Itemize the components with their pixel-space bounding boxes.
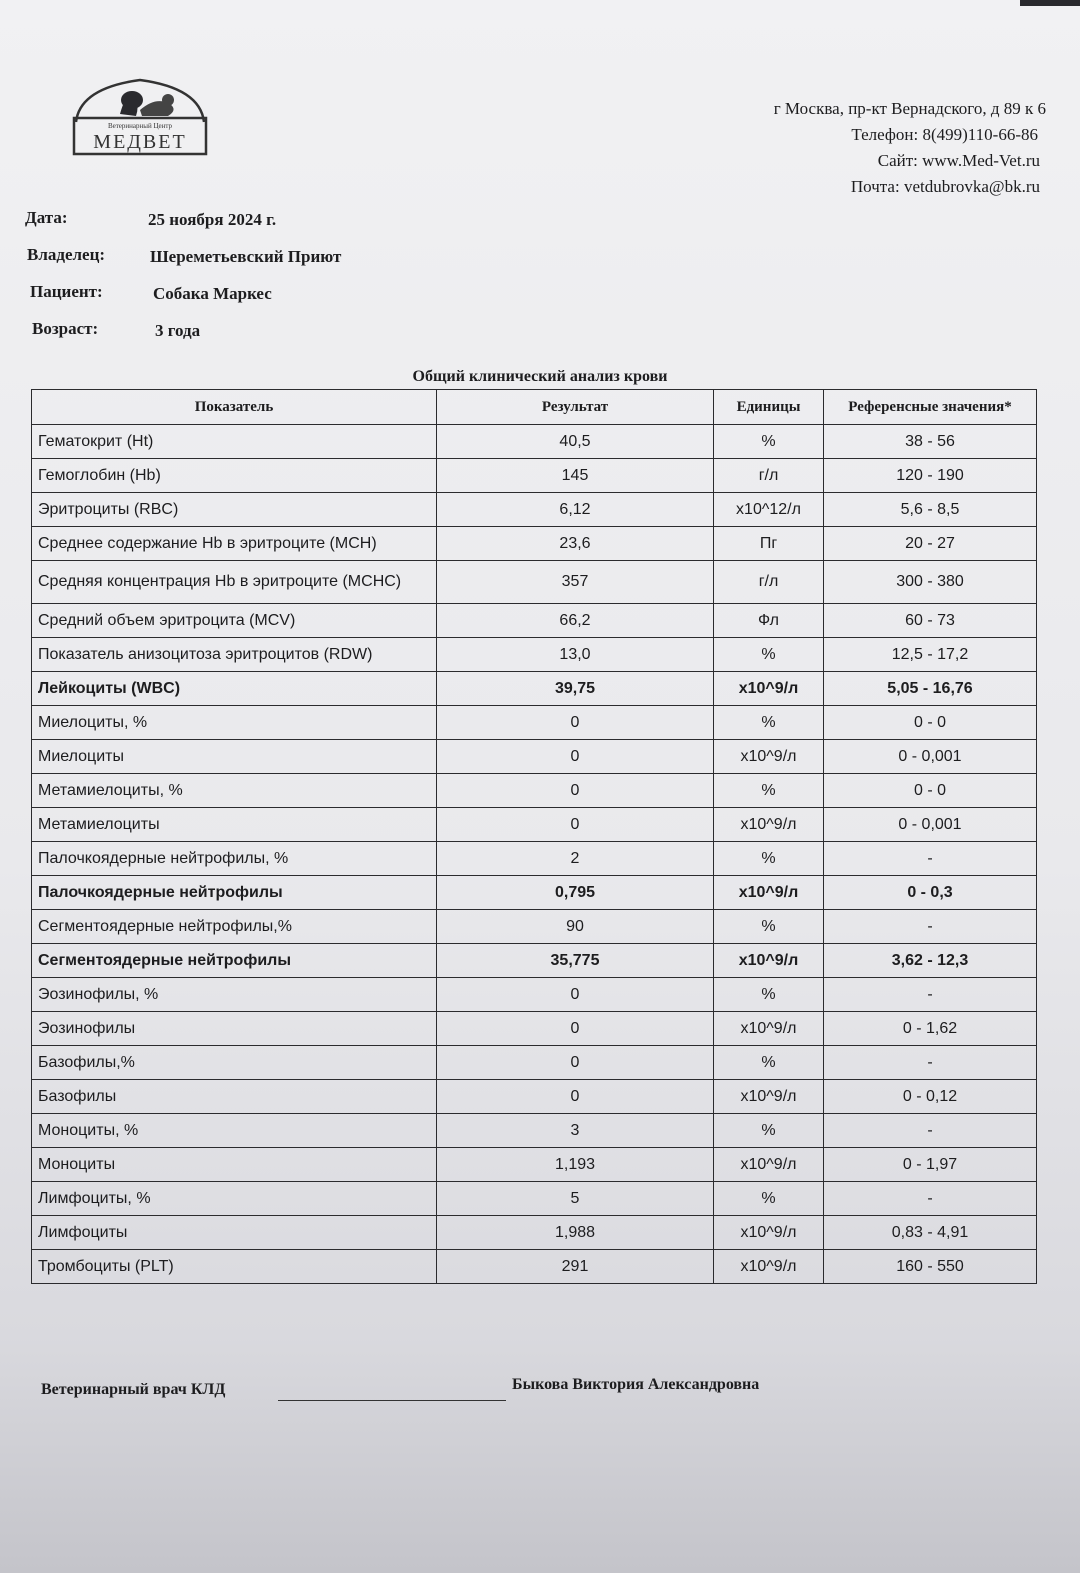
table-row (32, 1046, 1037, 1080)
cell-reference: 120 - 190 (824, 459, 1037, 493)
cell-reference: - (824, 1114, 1037, 1148)
cell-reference: 5,6 - 8,5 (824, 493, 1037, 527)
cell-result: 90 (437, 910, 714, 944)
cell-units: x10^9/л (714, 1148, 824, 1182)
cell-units: % (714, 978, 824, 1012)
cell-result: 0 (437, 774, 714, 808)
cell-indicator: Лейкоциты (WBC) (32, 672, 437, 706)
table-row (32, 774, 1037, 808)
cell-units: Пг (714, 527, 824, 561)
cell-indicator: Эозинофилы (32, 1012, 437, 1046)
cell-reference: - (824, 1182, 1037, 1216)
cell-indicator: Палочкоядерные нейтрофилы, % (32, 842, 437, 876)
cell-result: 291 (437, 1250, 714, 1284)
cell-result: 40,5 (437, 425, 714, 459)
cell-result: 0 (437, 1012, 714, 1046)
clinic-contacts (774, 96, 1046, 200)
cell-result: 1,193 (437, 1148, 714, 1182)
cell-units: x10^9/л (714, 944, 824, 978)
cell-reference: 0 - 0,001 (824, 808, 1037, 842)
table-row (32, 638, 1037, 672)
age-value: 3 года (155, 321, 201, 340)
cell-reference: 0 - 0,3 (824, 876, 1037, 910)
logo-brand: МЕДВЕТ (93, 131, 187, 153)
cell-result: 0 (437, 1046, 714, 1080)
table-row (32, 425, 1037, 459)
cell-reference: 3,62 - 12,3 (824, 944, 1037, 978)
cell-units: x10^9/л (714, 672, 824, 706)
table-title: Общий клинический анализ крови (412, 368, 668, 385)
cell-units: x10^9/л (714, 1216, 824, 1250)
table-row (32, 604, 1037, 638)
table-row (32, 1114, 1037, 1148)
cell-reference: - (824, 910, 1037, 944)
table-row (32, 706, 1037, 740)
cell-units: % (714, 1182, 824, 1216)
cell-result: 357 (437, 561, 714, 604)
cell-units: Фл (714, 604, 824, 638)
signature-name: Быкова Виктория Александровна (512, 1376, 760, 1393)
cell-indicator: Лимфоциты (32, 1216, 437, 1250)
table-row (32, 808, 1037, 842)
cell-indicator: Средний объем эритроцита (MCV) (32, 604, 437, 638)
cell-reference: 0 - 0 (824, 706, 1037, 740)
signature-role: Ветеринарный врач КЛД (41, 1381, 226, 1398)
cell-indicator: Средняя концентрация Hb в эритроците (MCHC) (32, 561, 437, 604)
cell-reference: 0 - 0,001 (824, 740, 1037, 774)
cell-indicator: Показатель анизоцитоза эритроцитов (RDW) (32, 638, 437, 672)
cell-reference: 5,05 - 16,76 (824, 672, 1037, 706)
clinic-address: г Москва, пр-кт Вернадского, д 89 к 6 (773, 99, 1046, 118)
cell-result: 5 (437, 1182, 714, 1216)
table-row (32, 978, 1037, 1012)
cell-result: 0 (437, 978, 714, 1012)
cell-reference: 0 - 1,97 (824, 1148, 1037, 1182)
table-row (32, 1250, 1037, 1284)
cell-reference: - (824, 842, 1037, 876)
table-row (32, 910, 1037, 944)
clinic-logo (70, 70, 210, 160)
clinic-email: Почта: vetdubrovka@bk.ru (850, 177, 1040, 196)
cell-result: 145 (437, 459, 714, 493)
cell-result: 3 (437, 1114, 714, 1148)
patient-value: Собака Маркес (153, 284, 272, 303)
cell-result: 0,795 (437, 876, 714, 910)
cell-reference: 38 - 56 (824, 425, 1037, 459)
dog-cat-icon (120, 91, 174, 116)
cell-indicator: Гематокрит (Ht) (32, 425, 437, 459)
cell-result: 66,2 (437, 604, 714, 638)
table-row (32, 561, 1037, 604)
cell-units: % (714, 1114, 824, 1148)
table-header-row (32, 390, 1037, 425)
cell-indicator: Сегментоядерные нейтрофилы (32, 944, 437, 978)
cell-result: 0 (437, 808, 714, 842)
header-indicator: Показатель (32, 390, 437, 425)
cell-result: 1,988 (437, 1216, 714, 1250)
cell-indicator: Гемоглобин (Hb) (32, 459, 437, 493)
cell-result: 6,12 (437, 493, 714, 527)
cell-indicator: Эритроциты (RBC) (32, 493, 437, 527)
owner-value: Шереметьевский Приют (150, 247, 342, 266)
cell-result: 0 (437, 1080, 714, 1114)
patient-label: Пациент: (30, 282, 103, 301)
cell-indicator: Базофилы,% (32, 1046, 437, 1080)
clinic-phone: Телефон: 8(499)110-66-86 (851, 125, 1038, 144)
cell-indicator: Моноциты, % (32, 1114, 437, 1148)
cell-indicator: Тромбоциты (PLT) (32, 1250, 437, 1284)
table-row (32, 1216, 1037, 1250)
cell-reference: - (824, 978, 1037, 1012)
cell-units: % (714, 638, 824, 672)
cell-indicator: Базофилы (32, 1080, 437, 1114)
cell-units: % (714, 425, 824, 459)
signature-line (278, 1400, 506, 1401)
table-row (32, 527, 1037, 561)
table-row (32, 672, 1037, 706)
clinic-site: Сайт: www.Med-Vet.ru (877, 151, 1040, 170)
cell-units: г/л (714, 459, 824, 493)
cell-result: 0 (437, 740, 714, 774)
cell-indicator: Миелоциты (32, 740, 437, 774)
cell-indicator: Миелоциты, % (32, 706, 437, 740)
cell-reference: - (824, 1046, 1037, 1080)
table-row (32, 459, 1037, 493)
cell-units: % (714, 910, 824, 944)
table-row (32, 740, 1037, 774)
cell-result: 0 (437, 706, 714, 740)
cell-result: 23,6 (437, 527, 714, 561)
cell-units: x10^9/л (714, 1012, 824, 1046)
cell-reference: 12,5 - 17,2 (824, 638, 1037, 672)
cell-units: % (714, 774, 824, 808)
table-row (32, 944, 1037, 978)
cell-indicator: Метамиелоциты, % (32, 774, 437, 808)
table-row (32, 1148, 1037, 1182)
table-row (32, 876, 1037, 910)
cell-result: 13,0 (437, 638, 714, 672)
cell-units: x10^12/л (714, 493, 824, 527)
cell-result: 2 (437, 842, 714, 876)
table-row (32, 493, 1037, 527)
cell-indicator: Эозинофилы, % (32, 978, 437, 1012)
cell-reference: 160 - 550 (824, 1250, 1037, 1284)
header-units: Единицы (714, 390, 824, 425)
blood-test-table (31, 389, 1037, 1284)
cell-result: 35,775 (437, 944, 714, 978)
cell-reference: 0 - 0 (824, 774, 1037, 808)
cell-indicator: Моноциты (32, 1148, 437, 1182)
cell-units: x10^9/л (714, 1250, 824, 1284)
cell-units: % (714, 706, 824, 740)
cell-units: % (714, 842, 824, 876)
header-result: Результат (437, 390, 714, 425)
cell-result: 39,75 (437, 672, 714, 706)
cell-units: x10^9/л (714, 876, 824, 910)
cell-reference: 0 - 0,12 (824, 1080, 1037, 1114)
cell-reference: 0 - 1,62 (824, 1012, 1037, 1046)
cell-reference: 60 - 73 (824, 604, 1037, 638)
cell-indicator: Лимфоциты, % (32, 1182, 437, 1216)
cell-reference: 20 - 27 (824, 527, 1037, 561)
cell-units: г/л (714, 561, 824, 604)
cell-indicator: Палочкоядерные нейтрофилы (32, 876, 437, 910)
header-reference: Референсные значения* (824, 390, 1037, 425)
date-value: 25 ноября 2024 г. (148, 210, 277, 229)
cell-reference: 0,83 - 4,91 (824, 1216, 1037, 1250)
owner-label: Владелец: (27, 245, 106, 264)
table-row (32, 1012, 1037, 1046)
cell-units: x10^9/л (714, 740, 824, 774)
table-row (32, 1182, 1037, 1216)
cell-indicator: Метамиелоциты (32, 808, 437, 842)
age-label: Возраст: (32, 319, 99, 338)
cell-units: x10^9/л (714, 1080, 824, 1114)
cell-indicator: Сегментоядерные нейтрофилы,% (32, 910, 437, 944)
cell-units: % (714, 1046, 824, 1080)
patient-info (25, 208, 342, 356)
cell-indicator: Среднее содержание Hb в эритроците (MCH) (32, 527, 437, 561)
cell-reference: 300 - 380 (824, 561, 1037, 604)
cell-units: x10^9/л (714, 808, 824, 842)
logo-small-text: Ветеринарный Центр (107, 122, 173, 130)
table-row (32, 842, 1037, 876)
table-body (32, 425, 1037, 1284)
table-row (32, 1080, 1037, 1114)
page-edge-shadow (1020, 0, 1080, 6)
date-label: Дата: (25, 208, 68, 227)
